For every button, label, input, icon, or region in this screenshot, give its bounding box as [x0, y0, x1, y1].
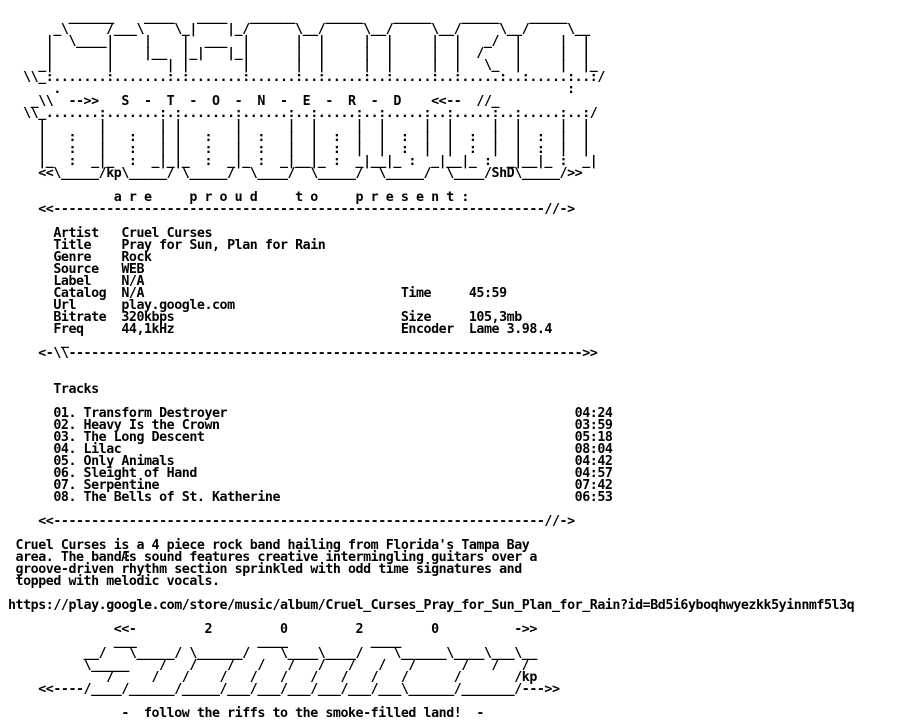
nfo-line: Source WEB	[8, 262, 144, 277]
nfo-line: 06. Sleight of Hand 04:57	[8, 466, 613, 481]
nfo-line: _	[8, 334, 69, 349]
nfo-line: / / / / / / / / / / / /kp	[8, 670, 537, 685]
nfo-line	[8, 372, 854, 384]
nfo-line: a r e p r o u d t o p r e s e n t :	[8, 190, 469, 205]
nfo-line: Tracks	[8, 382, 99, 397]
nfo-line: Label N/A	[8, 274, 144, 289]
nfo-line: Url play.google.com	[8, 298, 235, 313]
nfo-line: | | |__ |_| |_| | | | | | | / | | |	[8, 46, 590, 61]
nfo-line: 01. Transform Destroyer 04:24	[8, 406, 613, 421]
nfo-line: 08. The Bells of St. Katherine 06:53	[8, 490, 613, 505]
nfo-line: 07. Serpentine 07:42	[8, 478, 613, 493]
nfo-line: |_ : _|_ : _|_|_ : _|_ : _|__|_ : _|__|_ : _|__|_ : _|__|_ : _|	[8, 154, 598, 169]
nfo-line: Title Pray for Sun, Plan for Rain	[8, 238, 326, 253]
nfo-text-document	[8, 12, 854, 720]
nfo-line: \\_.......:.......:.:.......:......:..:.....:..:.....:..:.....:..:.....:..:/	[8, 106, 598, 121]
nfo-line: ______ ____ ____ ______ _____ _____ _____ _____	[8, 10, 568, 25]
nfo-line: <<----/____/______/_____/___/___/___/___/___/___\______/_______/--->>	[8, 682, 560, 697]
nfo-line: ___ ____ ____	[8, 634, 401, 649]
nfo-line: | \____| | | ___ | | | | | | | _/ | | |	[8, 34, 590, 49]
nfo-line: <<-----------------------------------------------------------------//->	[8, 514, 575, 529]
nfo-line: _| | | | | | | | | | | \_ | | |_	[8, 58, 598, 73]
nfo-line: | | | | | | | | | | | | | | |	[8, 118, 590, 133]
nfo-line: https://play.google.com/store/music/album/Cruel_Curses_Pray_for_Sun_Plan_for_Rain?id=Bd5i6yboqhwyezkk5yinnmf5l3q	[8, 598, 855, 613]
nfo-line: \_____ / / / / / / / / / / / /	[8, 658, 530, 673]
nfo-line: _\\ -->> S - T - O - N - E - R - D <<-- //_	[8, 94, 500, 109]
nfo-line: 04. Lilac 08:04	[8, 442, 613, 457]
nfo-line: <<\_____/kp\_____/ \_____/ \____/ \_____/ \_____/ \____/ShD\_____/>>	[8, 166, 583, 181]
nfo-line: Artist Cruel Curses	[8, 226, 212, 241]
nfo-line	[8, 360, 854, 372]
nfo-line: \\_:.......:.......:.:.......:......:..:.....:..:.....:..:.....:..:.....:..:/	[8, 70, 605, 85]
nfo-line: Bitrate 320kbps Size 105,3mb	[8, 310, 522, 325]
nfo-line: | : | : | | : | : | | : | | : | | : | | : | |	[8, 130, 590, 145]
nfo-line: 03. The Long Descent 05:18	[8, 430, 613, 445]
nfo-line: - follow the riffs to the smoke-filled land! -	[8, 706, 484, 721]
nfo-line: Catalog N/A Time 45:59	[8, 286, 507, 301]
nfo-line: <-\\-------------------------------------------------------------------->>	[8, 346, 598, 361]
nfo-line: <<-----------------------------------------------------------------//->	[8, 202, 575, 217]
nfo-line: 02. Heavy Is the Crown 03:59	[8, 418, 613, 433]
nfo-line: groove-driven rhythm section sprinkled with odd time signatures and	[8, 562, 522, 577]
nfo-line: Genre Rock	[8, 250, 152, 265]
nfo-line: 05. Only Animals 04:42	[8, 454, 613, 469]
nfo-line: | : | : | | : | : | | : | | : | | : | | : | |	[8, 142, 590, 157]
nfo-line: Freq 44,1kHz Encoder Lame 3.98.4	[8, 322, 552, 337]
nfo-line: Cruel Curses is a 4 piece rock band hailing from Florida's Tampa Bay	[8, 538, 530, 553]
nfo-line: <<- 2 0 2 0 ->>	[8, 622, 537, 637]
nfo-line: area. The bandÆs sound features creative intermingling guitars over a	[8, 550, 537, 565]
nfo-line: topped with melodic vocals.	[8, 574, 220, 589]
nfo-line: __/ \_____/ \______/ \____\____/ \______\____\___\__	[8, 646, 537, 661]
nfo-line: . :	[8, 82, 575, 97]
nfo-line: _\ /___\ \_| |_/ \__/ \__/ \__/ \__/ \__	[8, 22, 590, 37]
